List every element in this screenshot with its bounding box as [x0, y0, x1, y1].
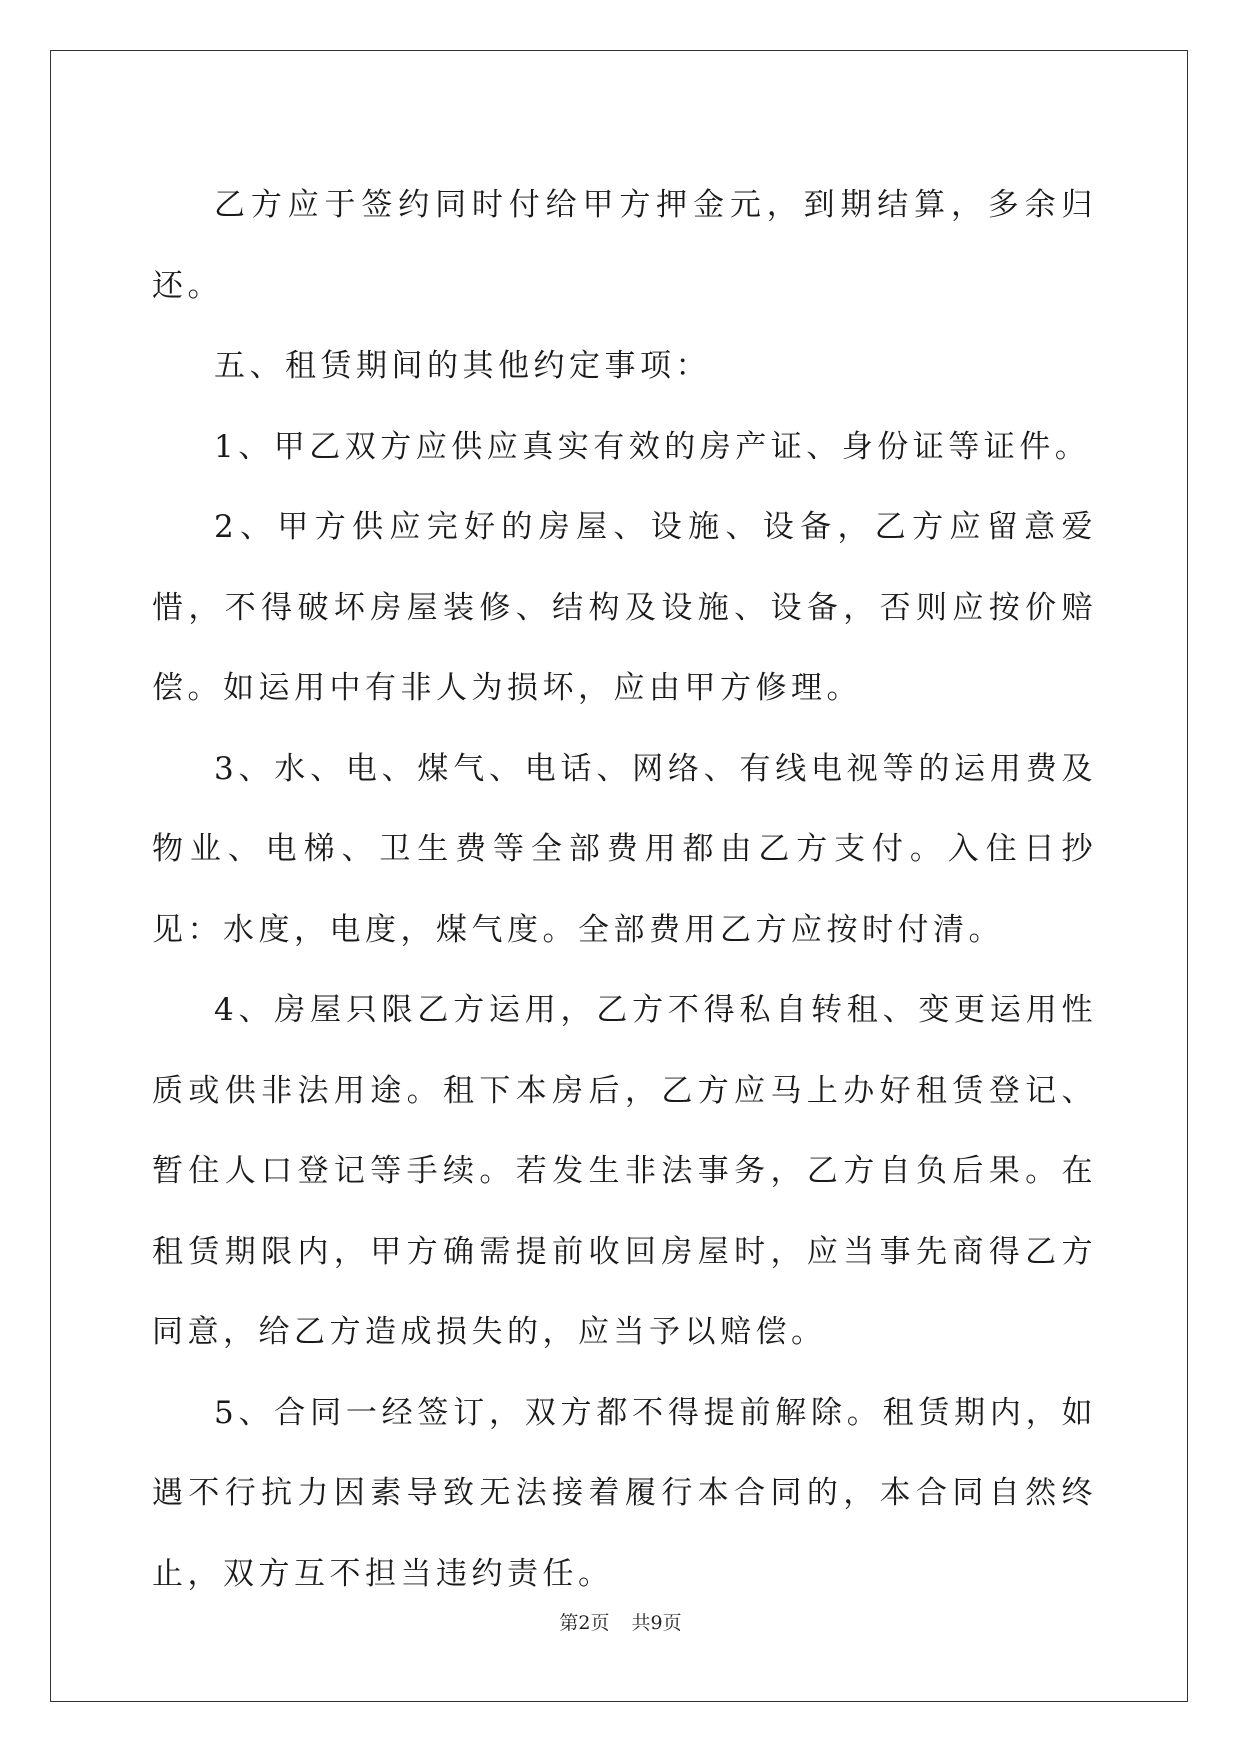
document-body [152, 165, 1097, 1614]
paragraph-clause-2: 2、甲方供应完好的房屋、设施、设备，乙方应留意爱惜，不得破坏房屋装修、结构及设施、设备，否则应按价赔偿。如运用中有非人为损坏，应由甲方修理。 [152, 509, 1097, 706]
current-page-label: 第2页 [559, 1612, 610, 1634]
paragraph-section-heading: 五、租赁期间的其他约定事项： [214, 348, 711, 384]
paragraph-clause-4: 4、房屋只限乙方运用，乙方不得私自转租、变更运用性质或供非法用途。租下本房后，乙方应马上办好租赁登记、暂住人口登记等手续。若发生非法事务，乙方自负后果。在租赁期限内，甲方确需提前收回房屋时，应当事先商得乙方同意，给乙方造成损失的，应当予以赔偿。 [152, 992, 1097, 1350]
paragraph-deposit: 乙方应于签约同时付给甲方押金元，到期结算，多余归还。 [152, 187, 1097, 304]
page-footer [0, 1611, 1241, 1635]
total-pages-label: 共9页 [631, 1612, 682, 1634]
paragraph-clause-3: 3、水、电、煤气、电话、网络、有线电视等的运用费及物业、电梯、卫生费等全部费用都由乙方支付。入住日抄见：水度，电度，煤气度。全部费用乙方应按时付清。 [152, 750, 1097, 948]
paragraph-clause-1: 1、甲乙双方应供应真实有效的房产证、身份证等证件。 [214, 428, 1091, 465]
paragraph-clause-5: 5、合同一经签订，双方都不得提前解除。租赁期内，如遇不行抗力因素导致无法接着履行本合同的，本合同自然终止，双方互不担当违约责任。 [152, 1394, 1097, 1592]
